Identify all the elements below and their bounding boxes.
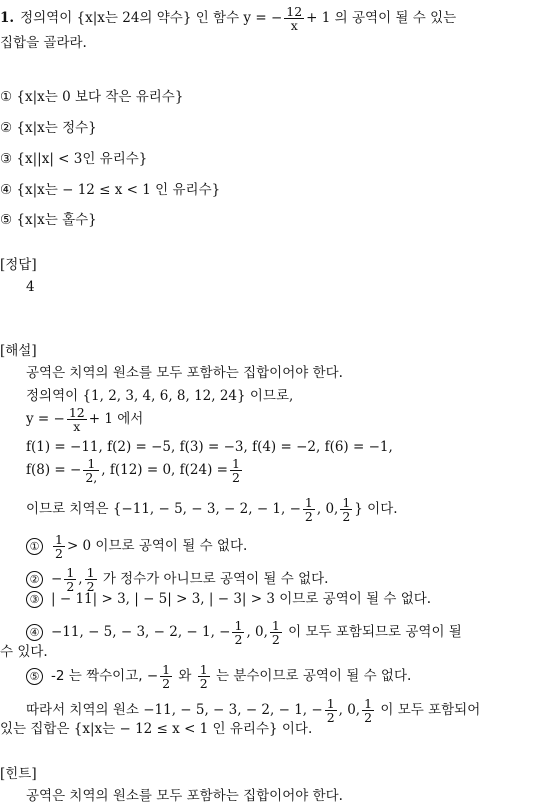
hint-label: [힌트] (0, 766, 37, 782)
circled-number: ③ (26, 591, 43, 608)
option-marker: ① (0, 89, 13, 105)
question-line-2: 집합을 골라라. (0, 35, 87, 51)
fraction: $\frac{1}{2}$ (66, 565, 75, 594)
fraction: $\frac{1}{2}$ (326, 696, 335, 725)
fraction: $\frac{1}{2}$ (342, 495, 351, 524)
question-number: 1. (0, 10, 15, 26)
explanation-check-4-cont: 수 있다. (0, 644, 48, 660)
question-text-b: + 1 의 공역이 될 수 있는 (306, 10, 457, 26)
explanation-values-2: f(8) = − $\frac{1}{2,}$ , f(12) = 0, f(24) = $\frac{1}{2}$ (26, 456, 240, 485)
circled-number: ② (26, 571, 43, 588)
fraction: $\frac{12}{x}$ (286, 4, 303, 33)
option-2[interactable] (0, 119, 97, 137)
explanation-conclusion-1: 따라서 치역의 원소 −11, − 5, − 3, − 2, − 1, − $\frac{1}{2}$ , 0, $\frac{1}{2}$ 이 모두 포함되어 (26, 696, 481, 725)
fraction: $\frac{1}{2}$ (199, 662, 208, 691)
option-text: {x|x는 홀수} (16, 212, 97, 228)
fraction: $\frac{1}{2}$ (231, 456, 240, 485)
option-marker: ② (0, 120, 13, 136)
explanation-conclusion-2: 있는 집합은 {x|x는 − 12 ≤ x < 1 인 유리수} 이다. (0, 721, 313, 737)
explanation-check-5: ⑤ -2 는 짝수이고, − $\frac{1}{2}$ 와 $\frac{1}{2}$ 는 분수이므로 공역이 될 수 없다. (26, 663, 411, 690)
hint-text: 공역은 치역의 원소를 모두 포함하는 집합이어야 한다. (26, 788, 343, 804)
explanation-check-2: ② − $\frac{1}{2}$ , $\frac{1}{2}$ 가 정수가 아니므로 공역이 될 수 없다. (26, 566, 328, 593)
option-4[interactable] (0, 181, 220, 199)
circled-number: ④ (26, 624, 43, 641)
explanation-values-1: f(1) = −11, f(2) = −5, f(3) = −3, f(4) = −2, f(6) = −1, (26, 439, 393, 455)
option-text: {x|x는 정수} (16, 120, 97, 136)
fraction: $\frac{1}{2}$ (271, 618, 280, 647)
option-1[interactable] (0, 88, 183, 106)
fraction: $\frac{12}{x}$ (68, 405, 85, 434)
explanation-sentence-2: 정의역이 {1, 2, 3, 4, 6, 8, 12, 24} 이므로, (26, 388, 294, 404)
option-text: {x|x는 − 12 ≤ x < 1 인 유리수} (16, 182, 221, 198)
circled-number: ⑤ (26, 668, 43, 685)
fraction: $\frac{1}{2,}$ (85, 456, 98, 485)
option-marker: ③ (0, 151, 13, 167)
circled-number: ① (26, 538, 43, 555)
option-text: {x||x| < 3인 유리수} (16, 151, 148, 167)
fraction: $\frac{1}{2}$ (364, 696, 373, 725)
explanation-check-3: ③ | − 11| > 3, | − 5| > 3, | − 3| > 3 이므로 공역이 될 수 없다. (26, 590, 431, 608)
question-line-1 (0, 5, 456, 32)
answer-label: [정답] (0, 257, 37, 273)
explanation-range: 이므로 치역은 {−11, − 5, − 3, − 2, − 1, − $\frac{1}{2}$ , 0, $\frac{1}{2}$ } 이다. (26, 495, 398, 524)
explanation-function: y = − $\frac{12}{x}$ + 1 에서 (26, 405, 144, 434)
option-text: {x|x는 0 보다 작은 유리수} (16, 89, 184, 105)
fraction: $\frac{1}{2}$ (162, 662, 171, 691)
fraction: $\frac{1}{2}$ (304, 495, 313, 524)
explanation-sentence-1: 공역은 치역의 원소를 모두 포함하는 집합이어야 한다. (26, 365, 343, 381)
fraction: $\frac{1}{2}$ (55, 532, 63, 561)
explanation-check-1: ① $\frac{1}{2}$ > 0 이므로 공역이 될 수 없다. (26, 533, 247, 560)
option-marker: ④ (0, 182, 13, 198)
question-text-a: 정의역이 {x|x는 24의 약수} 인 함수 y = − (20, 10, 283, 26)
fraction: $\frac{1}{2}$ (86, 565, 95, 594)
answer-value: 4 (26, 279, 35, 295)
option-3[interactable] (0, 150, 147, 168)
fraction: $\frac{1}{2}$ (234, 618, 243, 647)
option-5[interactable] (0, 211, 97, 229)
option-marker: ⑤ (0, 212, 13, 228)
explanation-check-4: ④ −11, − 5, − 3, − 2, − 1, − $\frac{1}{2}$ , 0, $\frac{1}{2}$ 이 모두 포함되므로 공역이 될 (26, 619, 462, 646)
explanation-label: [해설] (0, 343, 37, 359)
